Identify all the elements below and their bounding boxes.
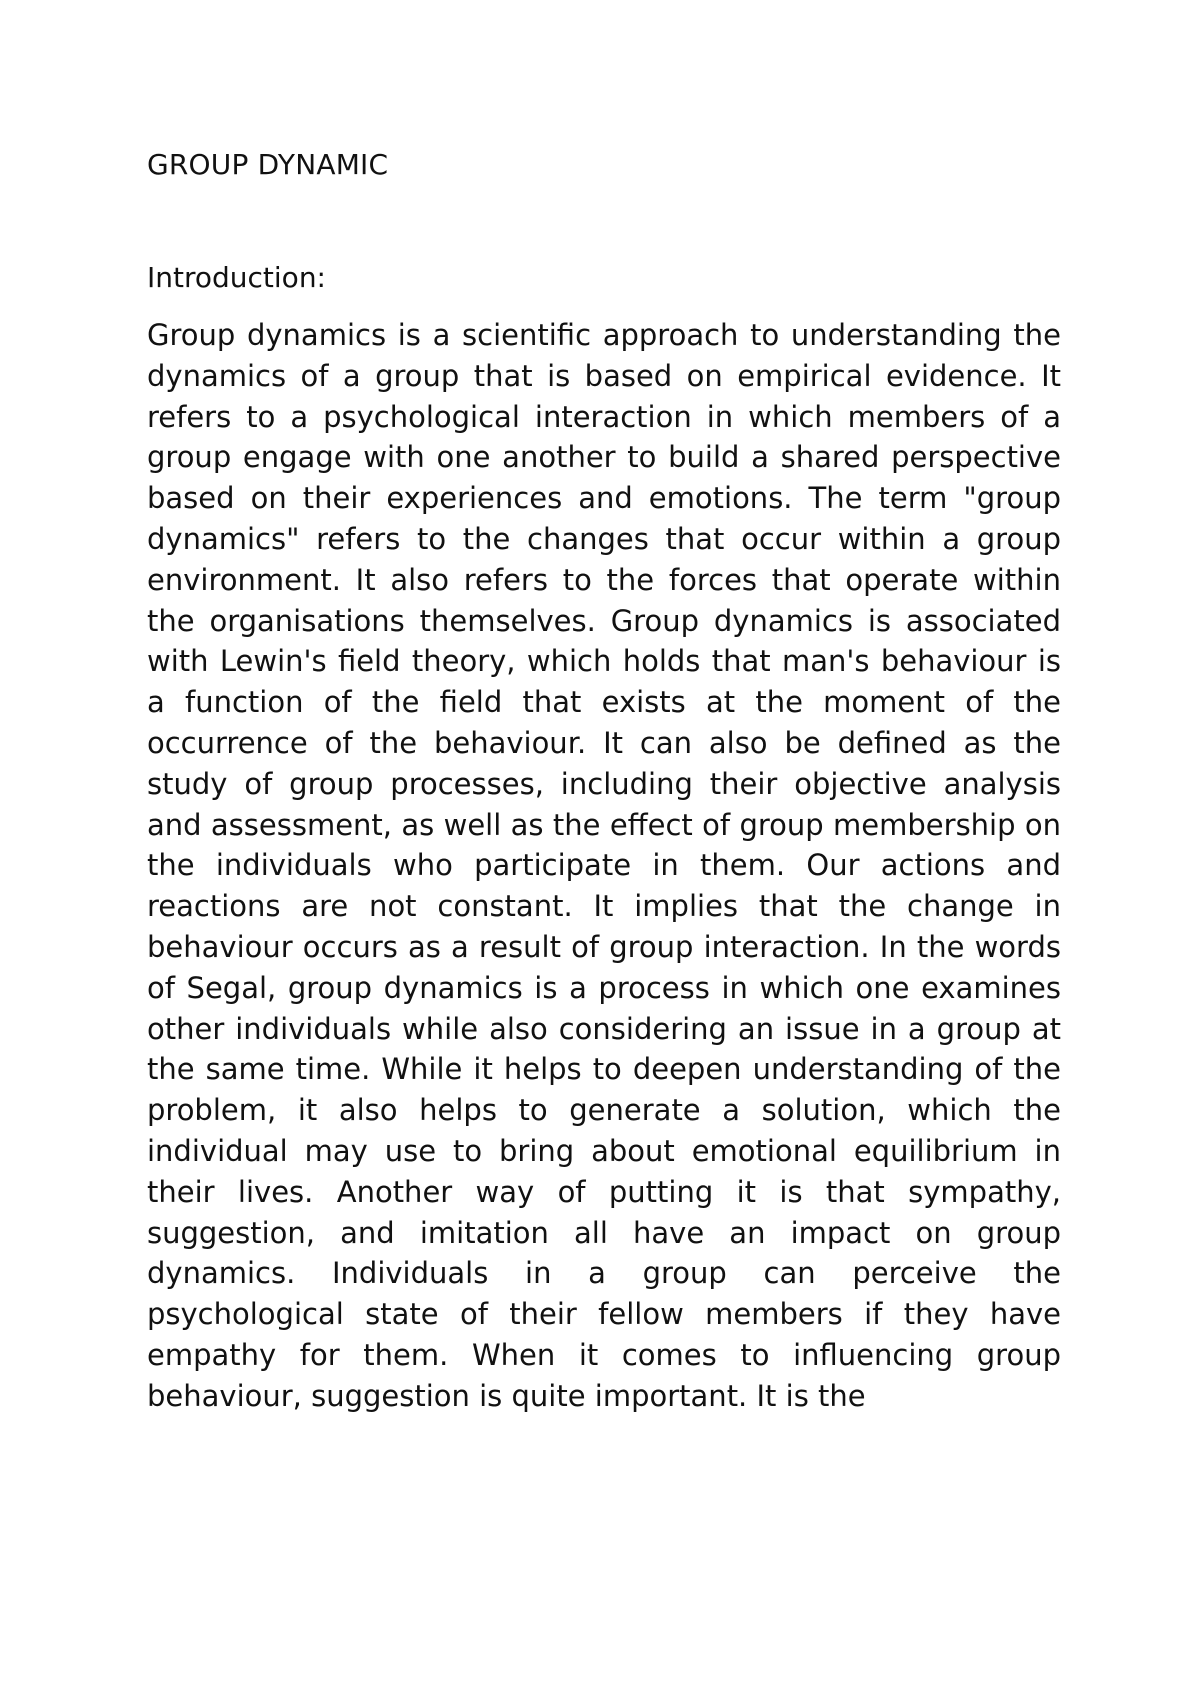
body-paragraph: Group dynamics is a scientific approach to understanding the dynamics of a group that is based on empirical evidence. It refers to a psychological interaction in which members of a group engage with one another to build a shared perspective based on their experiences and emotions. The term "group dynamics" refers to the changes that occur within a group environment. It also refers to the forces that operate within the organisations themselves. Group dynamics is associated with Lewin's field theory, which holds that man's behaviour is a function of the field that exists at the moment of the occurrence of the behaviour. It can also be defined as the study of group processes, including their objective analysis and assessment, as well as the effect of group membership on the individuals who participate in them. Our actions and reactions are not constant. It implies that the change in behaviour occurs as a result of group interaction. In the words of Segal, group dynamics is a process in which one examines other individuals while also considering an issue in a group at the same time. While it helps to deepen understanding of the problem, it also helps to generate a solution, which the individual may use to bring about emotional equilibrium in their lives. Another way of putting it is that sympathy, suggestion, and imitation all have an impact on group dynamics. Individuals in a group can perceive the psychological state of their fellow members if they have empathy for them. When it comes to influencing group behaviour, suggestion is quite important. It is the [147,318,1061,1413]
section-heading: Introduction: [147,261,326,294]
document-title: GROUP DYNAMIC [147,148,389,181]
